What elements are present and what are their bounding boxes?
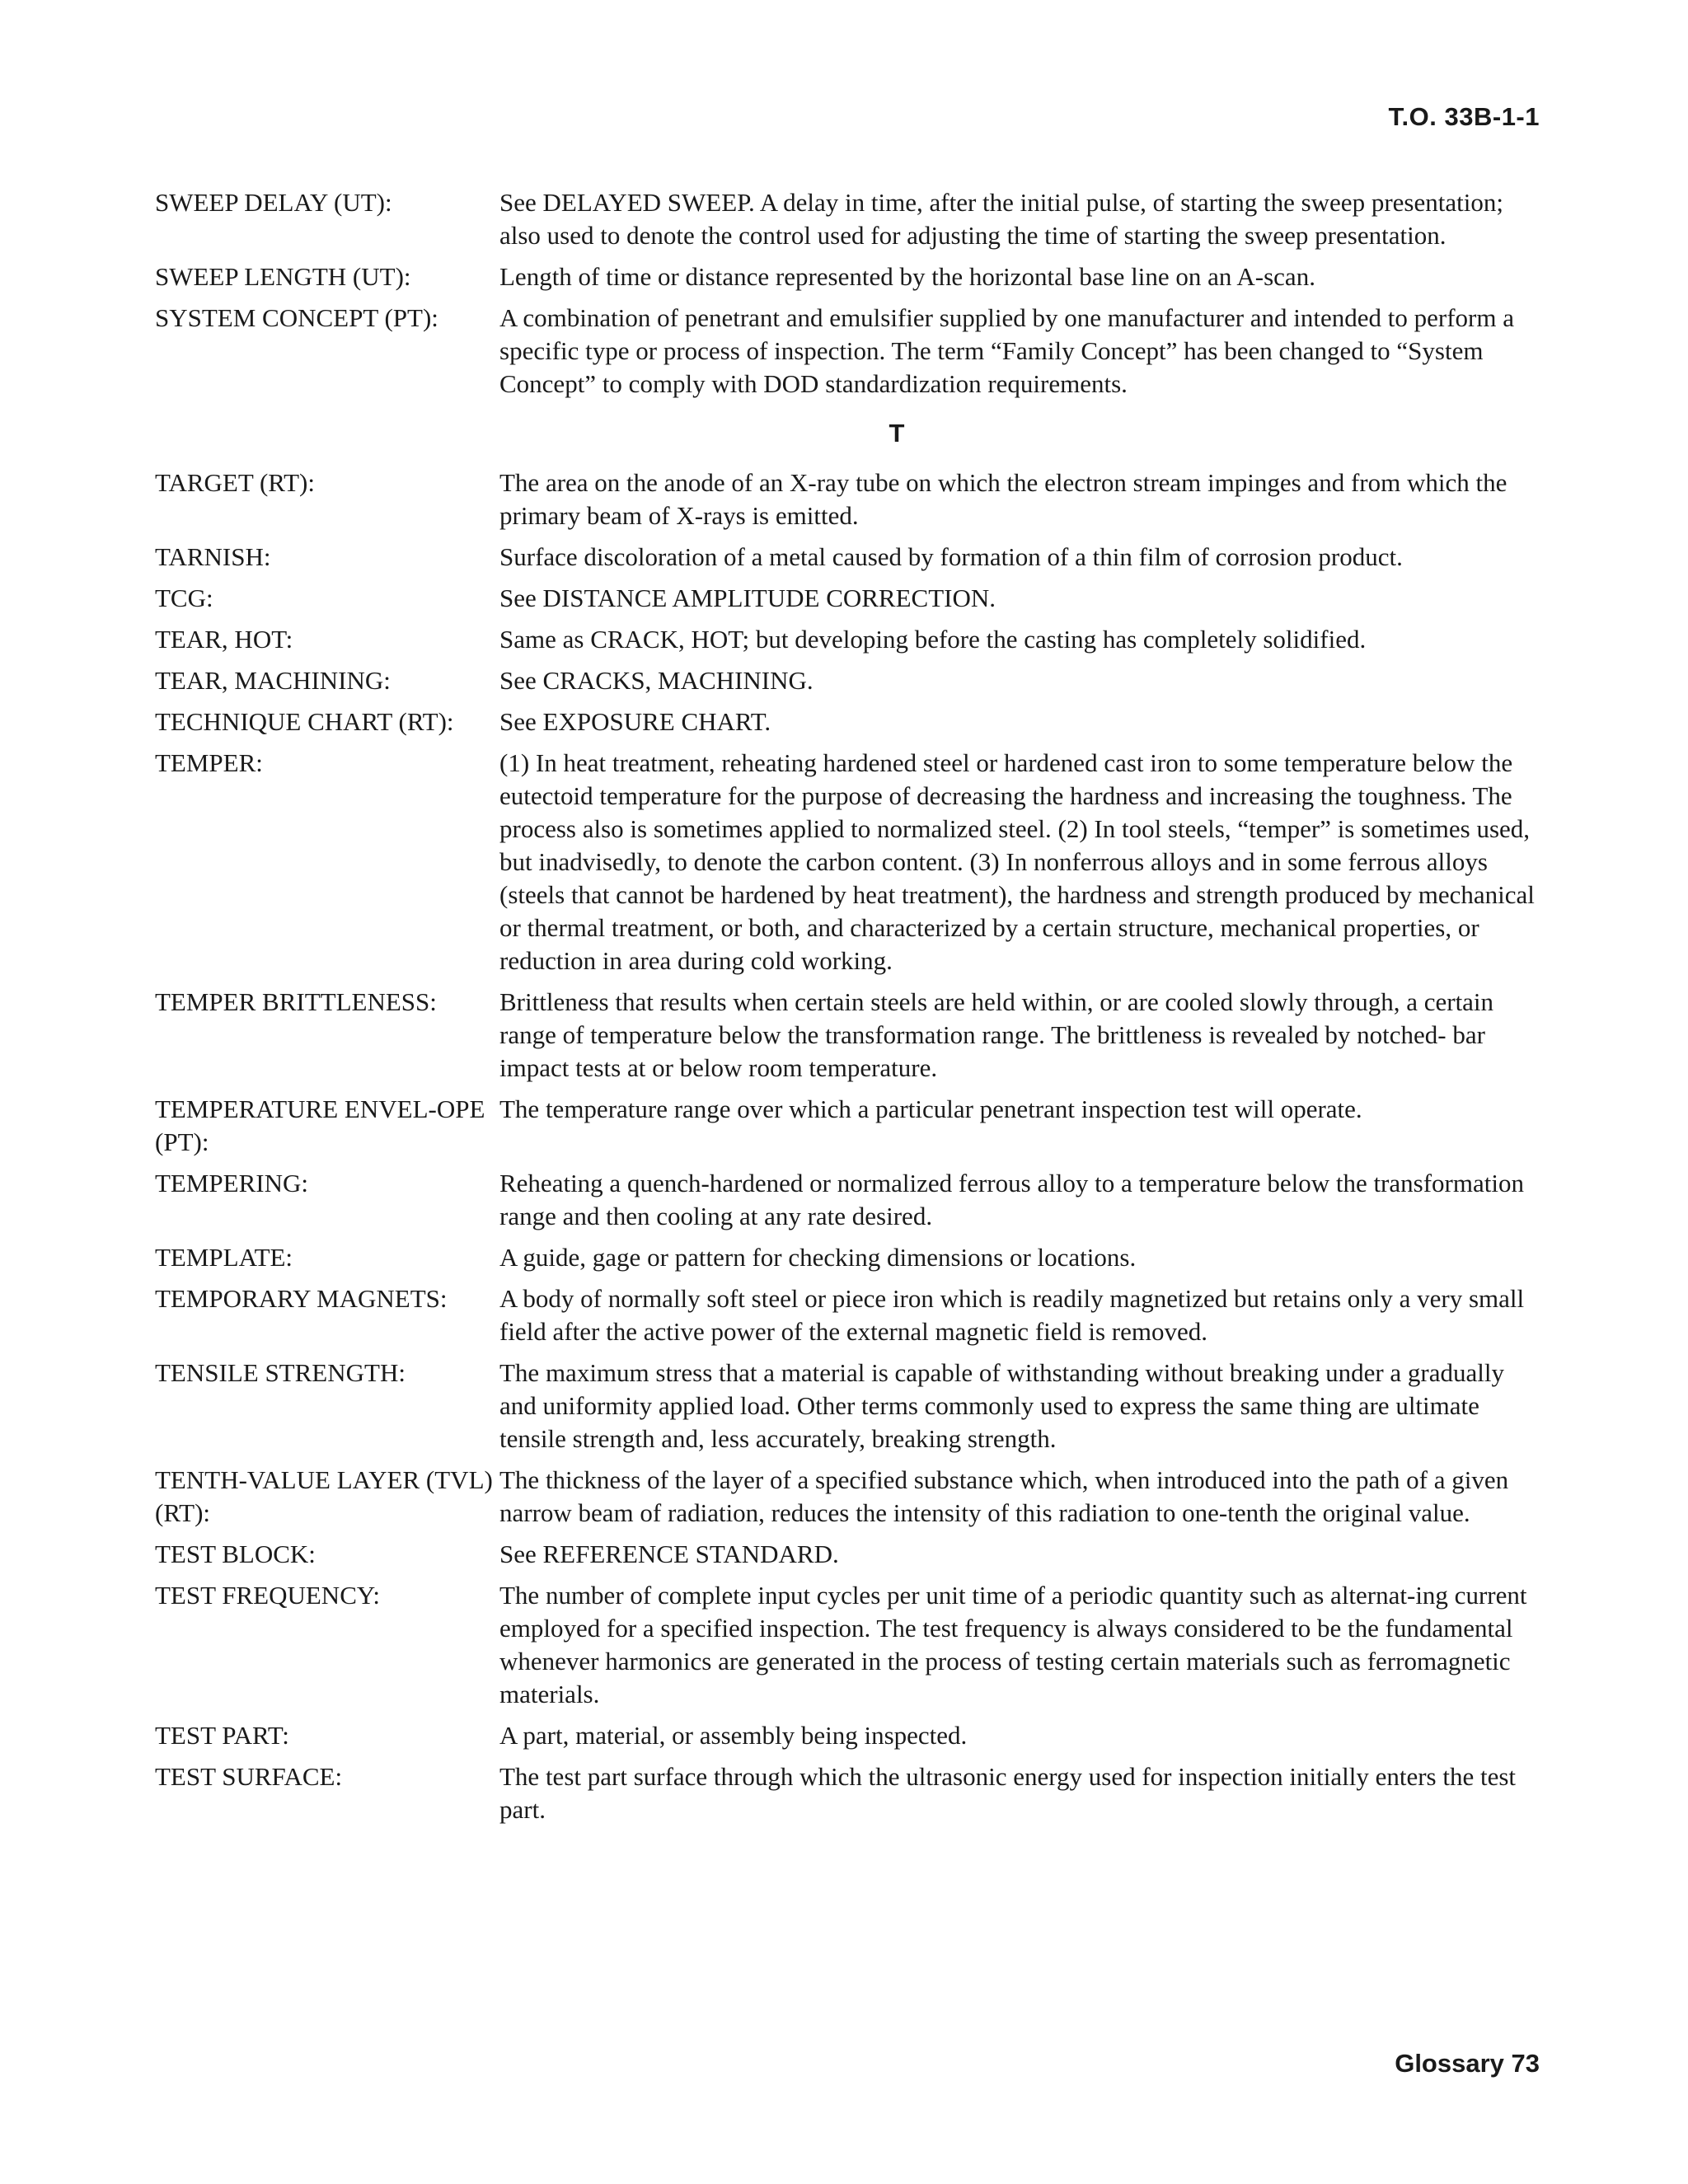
glossary-definition: See DISTANCE AMPLITUDE CORRECTION. [499, 583, 996, 612]
glossary-definition: See REFERENCE STANDARD. [499, 1540, 839, 1568]
glossary-entry [155, 1760, 1540, 1826]
glossary-term: TARNISH: [155, 542, 271, 571]
glossary-definition: The temperature range over which a particular penetrant inspection test will operate. [499, 1094, 1362, 1123]
glossary-definition: A part, material, or assembly being inspected. [499, 1721, 968, 1750]
glossary-term: TEMPERATURE ENVEL-OPE (PT): [155, 1094, 485, 1156]
glossary-definition: The area on the anode of an X-ray tube on which the electron stream impinges and from which the primary beam of X-rays is emitted. [499, 468, 1507, 530]
glossary-definition: A combination of penetrant and emulsifier supplied by one manufacturer and intended to perform a specific type or process of inspection. The term “Family Concept” has been changed to “System Concept” to comply with DOD standardization requirements. [499, 303, 1514, 398]
glossary-entry [155, 664, 1540, 697]
glossary-entry [155, 1282, 1540, 1348]
glossary-entry [155, 1357, 1540, 1455]
glossary-definition: See DELAYED SWEEP. A delay in time, after the initial pulse, of starting the sweep presentation; also used to denote the control used for adjusting the time of starting the sweep presentation. [499, 188, 1503, 250]
glossary-definition: Brittleness that results when certain steels are held within, or are cooled slowly through, a certain range of temperature below the transformation range. The brittleness is revealed by notched- bar impact tests at or below room temperature. [499, 987, 1494, 1082]
glossary-term: TEST PART: [155, 1721, 289, 1750]
glossary-entry [155, 1093, 1540, 1159]
glossary-definition: The thickness of the layer of a specified substance which, when introduced into the path of a given narrow beam of radiation, reduces the intensity of this radiation to one-tenth the original value. [499, 1465, 1509, 1527]
glossary-term: TEMPLATE: [155, 1243, 293, 1272]
glossary-term: TEST SURFACE: [155, 1762, 343, 1791]
glossary-term: TEST FREQUENCY: [155, 1581, 381, 1610]
glossary-definition: See EXPOSURE CHART. [499, 707, 771, 736]
glossary-entry [155, 302, 1540, 401]
glossary-entry [155, 1167, 1540, 1233]
glossary-entry [155, 466, 1540, 532]
glossary-entry [155, 260, 1540, 293]
glossary-term: TECHNIQUE CHART (RT): [155, 707, 454, 736]
glossary-term: TCG: [155, 583, 213, 612]
glossary-definition: The maximum stress that a material is capable of withstanding without breaking under a gradually and uniformity applied load. Other terms commonly used to express the same thing are ultimate tensile strength and, less accurately, breaking strength. [499, 1358, 1504, 1453]
glossary-entry [155, 582, 1540, 615]
glossary-entry [155, 1719, 1540, 1752]
glossary-entry [155, 541, 1540, 574]
glossary-term: TENTH-VALUE LAYER (TVL) (RT): [155, 1465, 493, 1527]
glossary-definition: Length of time or distance represented by the horizontal base line on an A-scan. [499, 262, 1315, 291]
glossary-list [155, 186, 1540, 1835]
glossary-entry [155, 186, 1540, 252]
glossary-entry [155, 623, 1540, 656]
glossary-entry [155, 705, 1540, 738]
glossary-term: TEMPORARY MAGNETS: [155, 1284, 448, 1313]
glossary-term: TEST BLOCK: [155, 1540, 316, 1568]
glossary-definition: Same as CRACK, HOT; but developing before the casting has completely solidified. [499, 625, 1367, 654]
glossary-definition: Reheating a quench-hardened or normalized ferrous alloy to a temperature below the transformation range and then cooling at any rate desired. [499, 1169, 1524, 1230]
glossary-term: TEMPER: [155, 748, 263, 777]
section-letter-heading: T [889, 419, 905, 448]
glossary-entry [155, 747, 1540, 977]
glossary-term: SWEEP LENGTH (UT): [155, 262, 411, 291]
glossary-term: TEAR, HOT: [155, 625, 293, 654]
glossary-entry [155, 986, 1540, 1085]
glossary-term: TEMPER BRITTLENESS: [155, 987, 437, 1016]
glossary-definition: (1) In heat treatment, reheating hardened steel or hardened cast iron to some temperature below the eutectoid temperature for the purpose of decreasing the hardness and increasing the toughness. The process also is sometimes applied to normalized steel. (2) In tool steels, “temper” is sometimes used, but inadvisedly, to denote the carbon content. (3) In nonferrous alloys and in some ferrous alloys (steels that cannot be hardened by heat treatment), the hardness and strength produced by mechanical or thermal treatment, or both, and characterized by a certain structure, mechanical properties, or reduction in area during cold working. [499, 748, 1535, 975]
glossary-term: TEMPERING: [155, 1169, 308, 1197]
glossary-entry [155, 1538, 1540, 1571]
entries-t-section [155, 466, 1540, 1826]
page-number: Glossary 73 [1395, 2049, 1540, 2078]
glossary-entry [155, 1464, 1540, 1530]
glossary-term: TEAR, MACHINING: [155, 666, 391, 695]
glossary-definition: The number of complete input cycles per unit time of a periodic quantity such as alternat-ing current employed for a specified inspection. The test frequency is always considered to be the fundamental whenever harmonics are generated in the process of testing certain materials such as ferromagnetic materials. [499, 1581, 1527, 1708]
glossary-entry [155, 1579, 1540, 1711]
glossary-definition: A body of normally soft steel or piece iron which is readily magnetized but retains only a very small field after the active power of the external magnetic field is removed. [499, 1284, 1525, 1346]
entries-before-section [155, 186, 1540, 401]
glossary-term: TENSILE STRENGTH: [155, 1358, 406, 1387]
glossary-term: SYSTEM CONCEPT (PT): [155, 303, 438, 332]
glossary-term: TARGET (RT): [155, 468, 315, 497]
glossary-definition: A guide, gage or pattern for checking dimensions or locations. [499, 1243, 1137, 1272]
glossary-term: SWEEP DELAY (UT): [155, 188, 392, 217]
glossary-definition: See CRACKS, MACHINING. [499, 666, 814, 695]
glossary-entry [155, 1241, 1540, 1274]
glossary-definition: Surface discoloration of a metal caused by formation of a thin film of corrosion product. [499, 542, 1403, 571]
glossary-definition: The test part surface through which the ultrasonic energy used for inspection initially enters the test part. [499, 1762, 1517, 1824]
document-number: T.O. 33B-1-1 [1388, 102, 1540, 131]
